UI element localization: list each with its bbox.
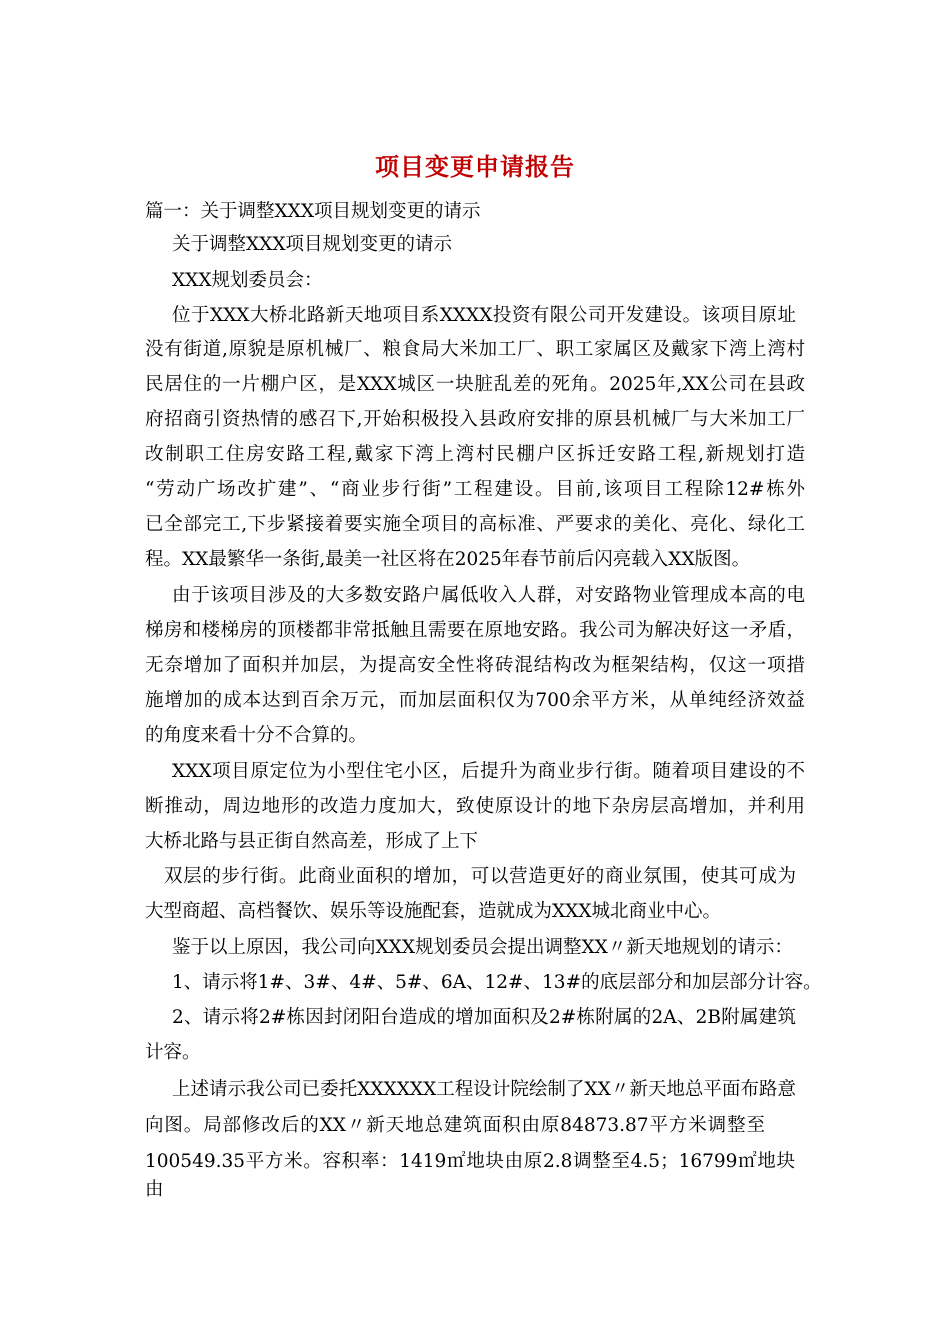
paragraph-line: 向图。局部修改后的XX〃新天地总建筑面积由原84873.87平方米调整至 bbox=[145, 1115, 765, 1136]
paragraph-line: 施增加的成本达到百余万元，而加层面积仅为700余平方米，从单纯经济效益 bbox=[145, 690, 805, 711]
paragraph-line: 已全部完工,下步紧接着要实施全项目的高标准、严要求的美化、亮化、绿化工 bbox=[145, 514, 805, 535]
paragraph-line: 100549.35平方米。容积率：1419㎡地块由原2.8调整至4.5；16799㎡地块由 bbox=[145, 1151, 795, 1200]
paragraph-line: XXX项目原定位为小型住宅小区，后提升为商业步行街。随着项目建设的不 bbox=[172, 761, 805, 782]
paragraph-line: 位于XXX大桥北路新天地项目系XXXX投资有限公司开发建设。该项目原址 bbox=[172, 305, 796, 326]
paragraph-line: 断推动，周边地形的改造力度加大，致使原设计的地下杂房层高增加，并利用 bbox=[145, 796, 805, 817]
paragraph-line: 民居住的一片棚户区，是XXX城区一块脏乱差的死角。2025年,XX公司在县政 bbox=[145, 374, 805, 395]
list-item-continuation: 计容。 bbox=[145, 1042, 201, 1063]
paragraph-line: 改制职工住房安路工程,戴家下湾上湾村民棚户区拆迁安路工程,新规划打造 bbox=[145, 444, 805, 465]
paragraph-line: 大型商超、高档餐饮、娱乐等设施配套，造就成为XXX城北商业中心。 bbox=[145, 901, 722, 922]
list-item: 2、请示将2#栋因封闭阳台造成的增加面积及2#栋附属的2A、2B附属建筑 bbox=[172, 1007, 796, 1028]
section-heading: 篇一：关于调整XXX项目规划变更的请示 bbox=[145, 201, 481, 222]
paragraph-line: 由于该项目涉及的大多数安路户属低收入人群，对安路物业管理成本高的电 bbox=[172, 585, 805, 606]
paragraph-line: 府招商引资热情的感召下,开始积极投入县政府安排的原县机械厂与大米加工厂 bbox=[145, 409, 805, 430]
paragraph-line: 双层的步行街。此商业面积的增加，可以营造更好的商业氛围，使其可成为 bbox=[164, 866, 796, 887]
paragraph-line: “劳动广场改扩建”、“商业步行街”工程建设。目前,该项目工程除12#栋外 bbox=[145, 479, 805, 500]
paragraph-line: 没有街道,原貌是原机械厂、粮食局大米加工厂、职工家属区及戴家下湾上湾村 bbox=[145, 339, 805, 360]
list-item: 1、请示将1#、3#、4#、5#、6A、12#、13#的底层部分和加层部分计容。 bbox=[172, 972, 822, 993]
paragraph-line: 的角度来看十分不合算的。 bbox=[145, 725, 368, 746]
paragraph-line: 大桥北路与县正街自然高差，形成了上下 bbox=[145, 831, 479, 852]
request-title: 关于调整XXX项目规划变更的请示 bbox=[172, 234, 453, 255]
document-title: 项目变更申请报告 bbox=[375, 152, 575, 181]
paragraph-line: 鉴于以上原因，我公司向XXX规划委员会提出调整XX〃新天地规划的请示： bbox=[172, 937, 793, 958]
paragraph-line: 无奈增加了面积并加层，为提高安全性将砖混结构改为框架结构，仅这一项措 bbox=[145, 655, 805, 676]
paragraph-line: 上述请示我公司已委托XXXXXX工程设计院绘制了XX〃新天地总平面布路意 bbox=[172, 1079, 796, 1100]
salutation: XXX规划委员会： bbox=[172, 270, 323, 291]
paragraph-line: 梯房和楼梯房的顶楼都非常抵触且需要在原地安路。我公司为解决好这一矛盾， bbox=[145, 620, 805, 641]
paragraph-line: 程。XX最繁华一条街,最美一社区将在2025年春节前后闪亮载入XX版图。 bbox=[145, 549, 751, 570]
